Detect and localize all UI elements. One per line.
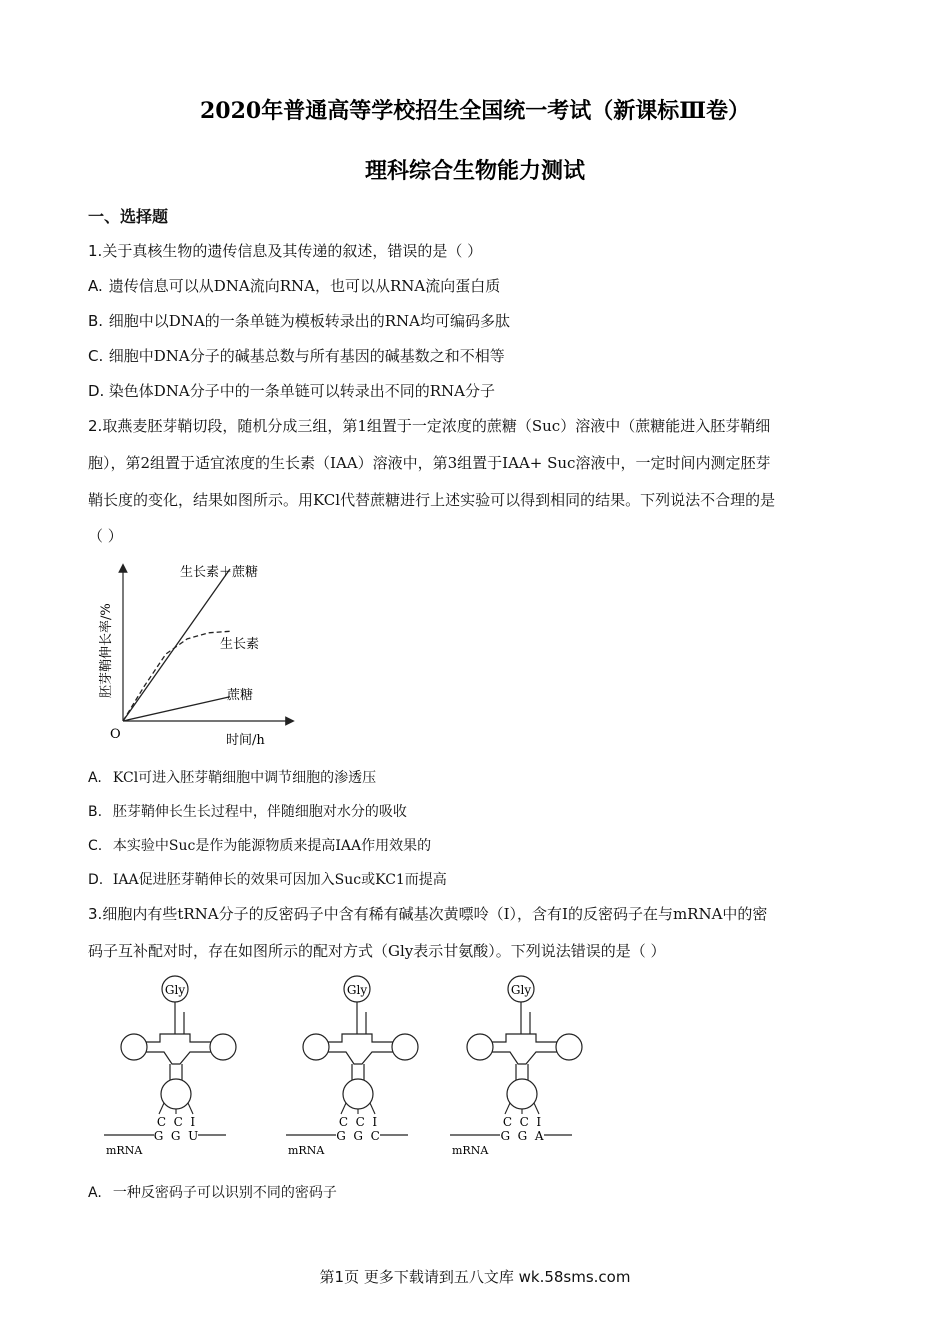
q2-stem-line-4: （ ） — [88, 527, 123, 545]
series-label-0: 生长素＋蔗糖 — [180, 565, 259, 580]
amino-acid-label: Gly — [164, 983, 186, 997]
anticodon-label: C C I — [502, 1115, 542, 1129]
base-tick-3 — [370, 1103, 375, 1114]
trna-body — [146, 1034, 212, 1064]
anticodon-loop — [343, 1079, 373, 1109]
q3-number: 3. — [88, 905, 103, 923]
d-loop — [303, 1034, 329, 1060]
mrna-label: mRNA — [106, 1144, 143, 1157]
codon-label: G G U — [153, 1129, 199, 1143]
q3-stem-line-2: 码子互补配对时，存在如图所示的配对方式（Gly表示甘氨酸）。下列说法错误的是（ ） — [88, 942, 666, 960]
anticodon-label: C C I — [338, 1115, 378, 1129]
anticodon-loop — [507, 1079, 537, 1109]
option-text: 本实验中Suc是作为能源物质来提高IAA作用效果的 — [112, 838, 432, 854]
base-tick-1 — [341, 1103, 346, 1114]
x-axis-label: 时间/h — [226, 733, 265, 748]
q2-option-c[interactable] — [88, 835, 431, 855]
growth-chart — [90, 558, 300, 758]
option-text: KCl可进入胚芽鞘细胞中调节细胞的渗透压 — [112, 770, 377, 786]
mrna-label: mRNA — [288, 1144, 325, 1157]
series-label-1: 生长素 — [220, 637, 260, 652]
q1-number: 1. — [88, 242, 103, 260]
q1-option-d[interactable] — [88, 380, 495, 401]
q1-stem-text: 关于真核生物的遗传信息及其传递的叙述，错误的是（ ） — [102, 242, 483, 260]
q3-option-a[interactable] — [88, 1182, 337, 1202]
q1-option-a[interactable] — [88, 275, 500, 296]
y-axis-label: 胚芽鞘伸长率/% — [99, 603, 114, 698]
base-tick-3 — [188, 1103, 193, 1114]
anticodon-loop — [161, 1079, 191, 1109]
option-text: 胚芽鞘伸长生长过程中，伴随细胞对水分的吸收 — [112, 804, 407, 820]
trna-figure-2 — [282, 972, 432, 1162]
q1-stem — [88, 240, 482, 261]
option-text: 细胞中DNA分子的碱基总数与所有基因的碱基数之和不相等 — [108, 347, 505, 365]
q2-number: 2. — [88, 417, 103, 435]
t-loop — [210, 1034, 236, 1060]
option-letter: A. — [88, 1185, 102, 1201]
option-letter: C. — [88, 347, 104, 365]
option-text: 一种反密码子可以识别不同的密码子 — [112, 1185, 337, 1201]
base-tick-1 — [159, 1103, 164, 1114]
option-letter: D. — [88, 382, 105, 400]
paper-subtitle: 理科综合生物能力测试 — [364, 158, 585, 184]
option-letter: D. — [88, 872, 104, 888]
anticodon-label: C C I — [156, 1115, 196, 1129]
codon-label: G G A — [500, 1129, 544, 1143]
q2-stem-line-3: 鞘长度的变化，结果如图所示。用KCl代替蔗糖进行上述实验可以得到相同的结果。下列说法不合理的是 — [88, 491, 776, 509]
q2-option-a[interactable] — [88, 767, 376, 787]
base-tick-1 — [505, 1103, 510, 1114]
series-line-2 — [123, 697, 230, 721]
option-letter: B. — [88, 312, 104, 330]
q2-stem-line-1 — [88, 415, 770, 436]
option-text: 染色体DNA分子中的一条单链可以转录出不同的RNA分子 — [108, 382, 496, 400]
option-letter: B. — [88, 804, 103, 820]
trna-body — [328, 1034, 394, 1064]
paper-title: 2020年普通高等学校招生全国统一考试（新课标Ⅲ卷） — [199, 98, 751, 124]
q2-stem-line-2: 胞），第2组置于适宜浓度的生长素（IAA）溶液中，第3组置于IAA+ Suc溶液中，一定时间内测定胚芽 — [88, 454, 771, 472]
mrna-label: mRNA — [452, 1144, 489, 1157]
section-title: 一、选择题 — [88, 207, 169, 226]
t-loop — [556, 1034, 582, 1060]
q2-option-b[interactable] — [88, 801, 407, 821]
base-tick-3 — [534, 1103, 539, 1114]
trna-figure-3 — [446, 972, 596, 1162]
codon-label: G G C — [336, 1129, 380, 1143]
d-loop — [467, 1034, 493, 1060]
q3-stem-line-1 — [88, 903, 767, 924]
option-letter: A. — [88, 770, 102, 786]
option-text: 细胞中以DNA的一条单链为模板转录出的RNA均可编码多肽 — [108, 312, 511, 330]
q2-stem-text: 取燕麦胚芽鞘切段，随机分成三组，第1组置于一定浓度的蔗糖（Suc）溶液中（蔗糖能进入胚芽鞘细 — [102, 417, 771, 435]
page-footer: 第1页 更多下载请到五八文库 wk.58sms.com — [319, 1268, 631, 1286]
q1-option-b[interactable] — [88, 310, 510, 331]
option-text: 遗传信息可以从DNA流向RNA，也可以从RNA流向蛋白质 — [108, 277, 501, 295]
trna-figure-1 — [100, 972, 250, 1162]
option-letter: A. — [88, 277, 103, 295]
series-layer — [123, 564, 259, 721]
series-line-0 — [123, 569, 230, 721]
q3-stem-text: 细胞内有些tRNA分子的反密码子中含有稀有碱基次黄嘌呤（I），含有I的反密码子在与mRNA中的密 — [102, 905, 768, 923]
amino-acid-label: Gly — [510, 983, 532, 997]
amino-acid-label: Gly — [346, 983, 368, 997]
q1-option-c[interactable] — [88, 345, 505, 366]
origin-label: O — [110, 727, 121, 742]
trna-body — [492, 1034, 558, 1064]
t-loop — [392, 1034, 418, 1060]
option-text: IAA促进胚芽鞘伸长的效果可因加入Suc或KC1而提高 — [112, 872, 447, 888]
series-label-2: 蔗糖 — [227, 688, 254, 703]
q2-option-d[interactable] — [88, 869, 447, 889]
option-letter: C. — [88, 838, 103, 854]
d-loop — [121, 1034, 147, 1060]
